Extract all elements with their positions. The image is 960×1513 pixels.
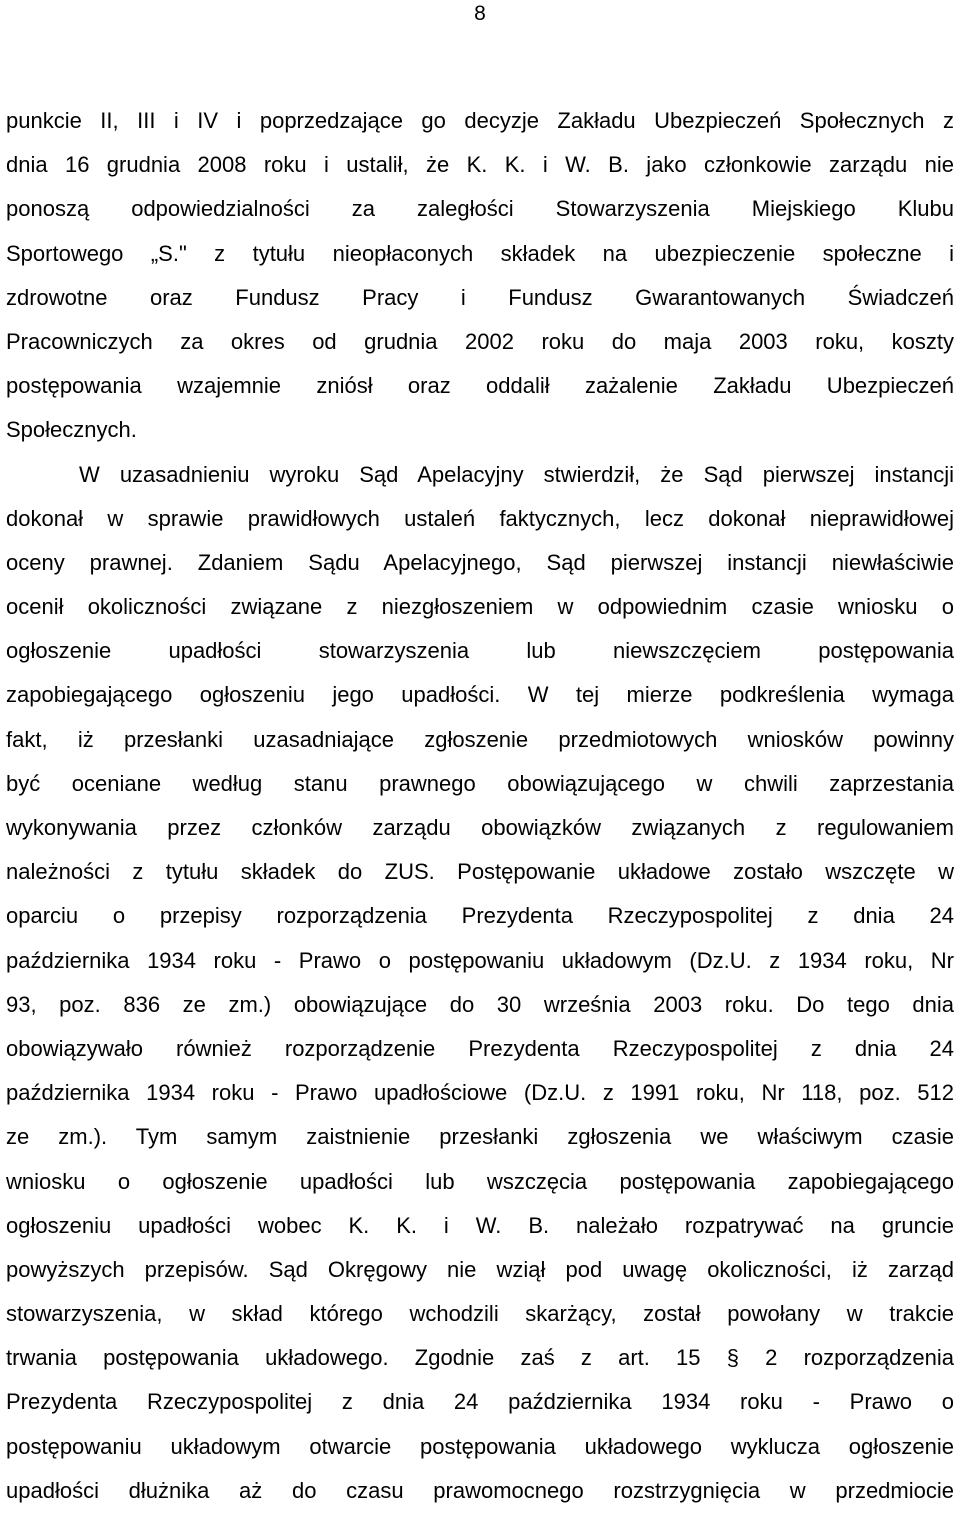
text-line: ocenił okoliczności związane z niezgłoszeniem w odpowiednim czasie wniosku o (6, 594, 954, 620)
page-number: 8 (474, 2, 486, 25)
text-line: Pracowniczych za okres od grudnia 2002 roku do maja 2003 roku, koszty (6, 328, 954, 354)
text-line: października 1934 roku - Prawo upadłościowe (Dz.U. z 1991 roku, Nr 118, poz. 512 (6, 1080, 954, 1106)
text-line: Sportowego „S." z tytułu nieopłaconych składek na ubezpieczenie społeczne i (6, 240, 954, 266)
text-line: stowarzyszenia, w skład którego wchodzili skarżący, został powołany w trakcie (6, 1301, 954, 1327)
text-line: trwania postępowania układowego. Zgodnie zaś z art. 15 § 2 rozporządzenia (6, 1345, 954, 1371)
text-line: postępowania wzajemnie zniósł oraz oddalił zażalenie Zakładu Ubezpieczeń (6, 373, 954, 399)
text-line: dokonał w sprawie prawidłowych ustaleń faktycznych, lecz dokonał nieprawidłowej (6, 505, 954, 531)
text-line: postępowaniu układowym otwarcie postępowania układowego wyklucza ogłoszenie (6, 1433, 954, 1459)
text-line: wykonywania przez członków zarządu obowiązków związanych z regulowaniem (6, 815, 954, 840)
text-line: wniosku o ogłoszenie upadłości lub wszczęcia postępowania zapobiegającego (6, 1168, 954, 1194)
text-line: ogłoszenie upadłości stowarzyszenia lub niewszczęciem postępowania (6, 638, 954, 664)
text-line: ponoszą odpowiedzialności za zaległości Stowarzyszenia Miejskiego Klubu (6, 196, 954, 222)
text-line: obowiązywało również rozporządzenie Prezydenta Rzeczypospolitej z dnia 24 (6, 1035, 954, 1061)
text-line: punkcie II, III i IV i poprzedzające go decyzje Zakładu Ubezpieczeń Społecznych z (6, 108, 954, 133)
text-line: października 1934 roku - Prawo o postępowaniu układowym (Dz.U. z 1934 roku, Nr (6, 947, 954, 973)
text-line: Prezydenta Rzeczypospolitej z dnia 24 października 1934 roku - Prawo o (6, 1389, 954, 1415)
text-line: zapobiegającego ogłoszeniu jego upadłości. W tej mierze podkreślenia wymaga (6, 682, 954, 708)
paragraph-first-line: W uzasadnieniu wyroku Sąd Apelacyjny stwierdził, że Sąd pierwszej instancji (79, 461, 954, 487)
text-line: zdrowotne oraz Fundusz Pracy i Fundusz Gwarantowanych Świadczeń (6, 284, 954, 310)
text-line: ze zm.). Tym samym zaistnienie przesłanki zgłoszenia we właściwym czasie (6, 1124, 954, 1150)
text-line: dnia 16 grudnia 2008 roku i ustalił, że K. K. i W. B. jako członkowie zarządu nie (6, 152, 954, 178)
text-line: należności z tytułu składek do ZUS. Postępowanie układowe zostało wszczęte w (6, 859, 954, 885)
text-line: powyższych przepisów. Sąd Okręgowy nie wziął pod uwagę okoliczności, iż zarząd (6, 1256, 954, 1282)
text-line: być oceniane według stanu prawnego obowiązującego w chwili zaprzestania (6, 770, 954, 796)
text-line: upadłości dłużnika aż do czasu prawomocnego rozstrzygnięcia w przedmiocie (6, 1477, 954, 1503)
text-line: oceny prawnej. Zdaniem Sądu Apelacyjnego, Sąd pierwszej instancji niewłaściwie (6, 549, 954, 575)
text-line: fakt, iż przesłanki uzasadniające zgłoszenie przedmiotowych wniosków powinny (6, 726, 954, 752)
text-line: 93, poz. 836 ze zm.) obowiązujące do 30 września 2003 roku. Do tego dnia (6, 991, 954, 1017)
text-line: Społecznych. (6, 417, 137, 443)
document-body (6, 99, 954, 1513)
text-line: ogłoszeniu upadłości wobec K. K. i W. B. należało rozpatrywać na gruncie (6, 1212, 954, 1238)
text-line: oparciu o przepisy rozporządzenia Prezydenta Rzeczypospolitej z dnia 24 (6, 903, 954, 929)
